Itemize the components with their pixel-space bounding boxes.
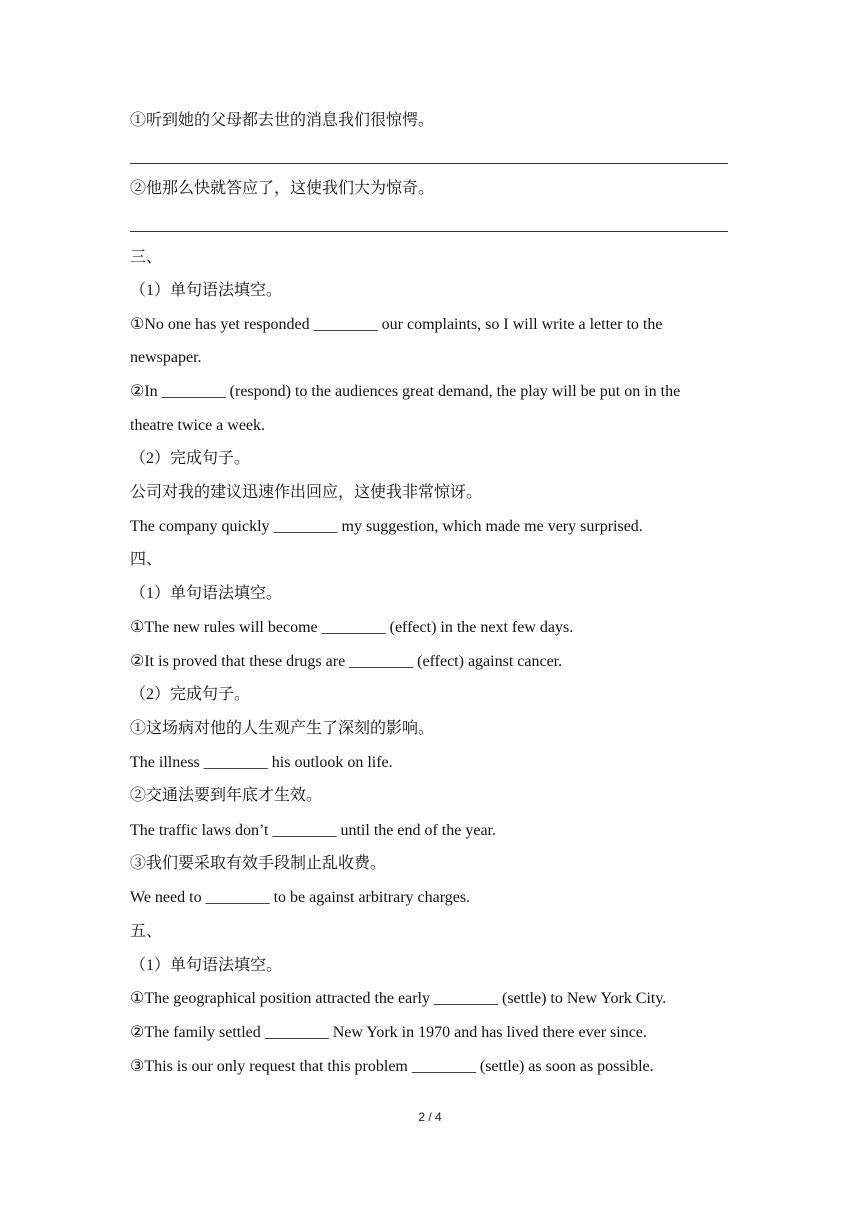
exercise-line: ②The family settled ________ New York in 1970 and has lived there ever since.: [130, 1024, 647, 1041]
exercise-line: The company quickly ________ my suggestion, which made me very surprised.: [130, 518, 643, 535]
exercise-line: theatre twice a week.: [130, 417, 266, 434]
exercise-line: The illness ________ his outlook on life.: [130, 754, 393, 771]
exercise-line: ②交通法要到年底才生效。: [130, 787, 323, 804]
subsection-heading: （1）单句语法填空。: [130, 282, 283, 299]
exercise-line: ③This is our only request that this problem ________ (settle) as soon as possible.: [130, 1058, 654, 1075]
exercise-line: 公司对我的建议迅速作出回应，这使我非常惊讶。: [130, 484, 483, 501]
section-heading-5: 五、: [130, 923, 163, 940]
answer-line: [130, 163, 728, 164]
subsection-heading: （2）完成句子。: [130, 450, 251, 467]
exercise-line: We need to ________ to be against arbitrary charges.: [130, 889, 471, 906]
answer-line: [130, 231, 728, 232]
section-heading-3: 三、: [130, 249, 163, 266]
exercise-line: ①No one has yet responded ________ our complaints, so I will write a letter to the: [130, 316, 663, 333]
page-number: 2 / 4: [418, 1110, 442, 1124]
exercise-line: ①The new rules will become ________ (effect) in the next few days.: [130, 619, 574, 636]
exercise-line: ①The geographical position attracted the early ________ (settle) to New York City.: [130, 990, 667, 1007]
exercise-line: ②It is proved that these drugs are ________ (effect) against cancer.: [130, 653, 563, 670]
translation-item-1: ①听到她的父母都去世的消息我们很惊愕。: [130, 112, 435, 129]
translation-item-2: ②他那么快就答应了，这使我们大为惊奇。: [130, 180, 435, 197]
exercise-line: ①这场病对他的人生观产生了深刻的影响。: [130, 720, 435, 737]
exercise-line: ②In ________ (respond) to the audiences great demand, the play will be put on in the: [130, 383, 681, 400]
section-heading-4: 四、: [130, 551, 163, 568]
exercise-line: The traffic laws don’t ________ until the end of the year.: [130, 822, 496, 839]
subsection-heading: （1）单句语法填空。: [130, 585, 283, 602]
subsection-heading: （1）单句语法填空。: [130, 957, 283, 974]
exercise-line: ③我们要采取有效手段制止乱收费。: [130, 855, 387, 872]
exercise-line: newspaper.: [130, 349, 202, 366]
subsection-heading: （2）完成句子。: [130, 686, 251, 703]
